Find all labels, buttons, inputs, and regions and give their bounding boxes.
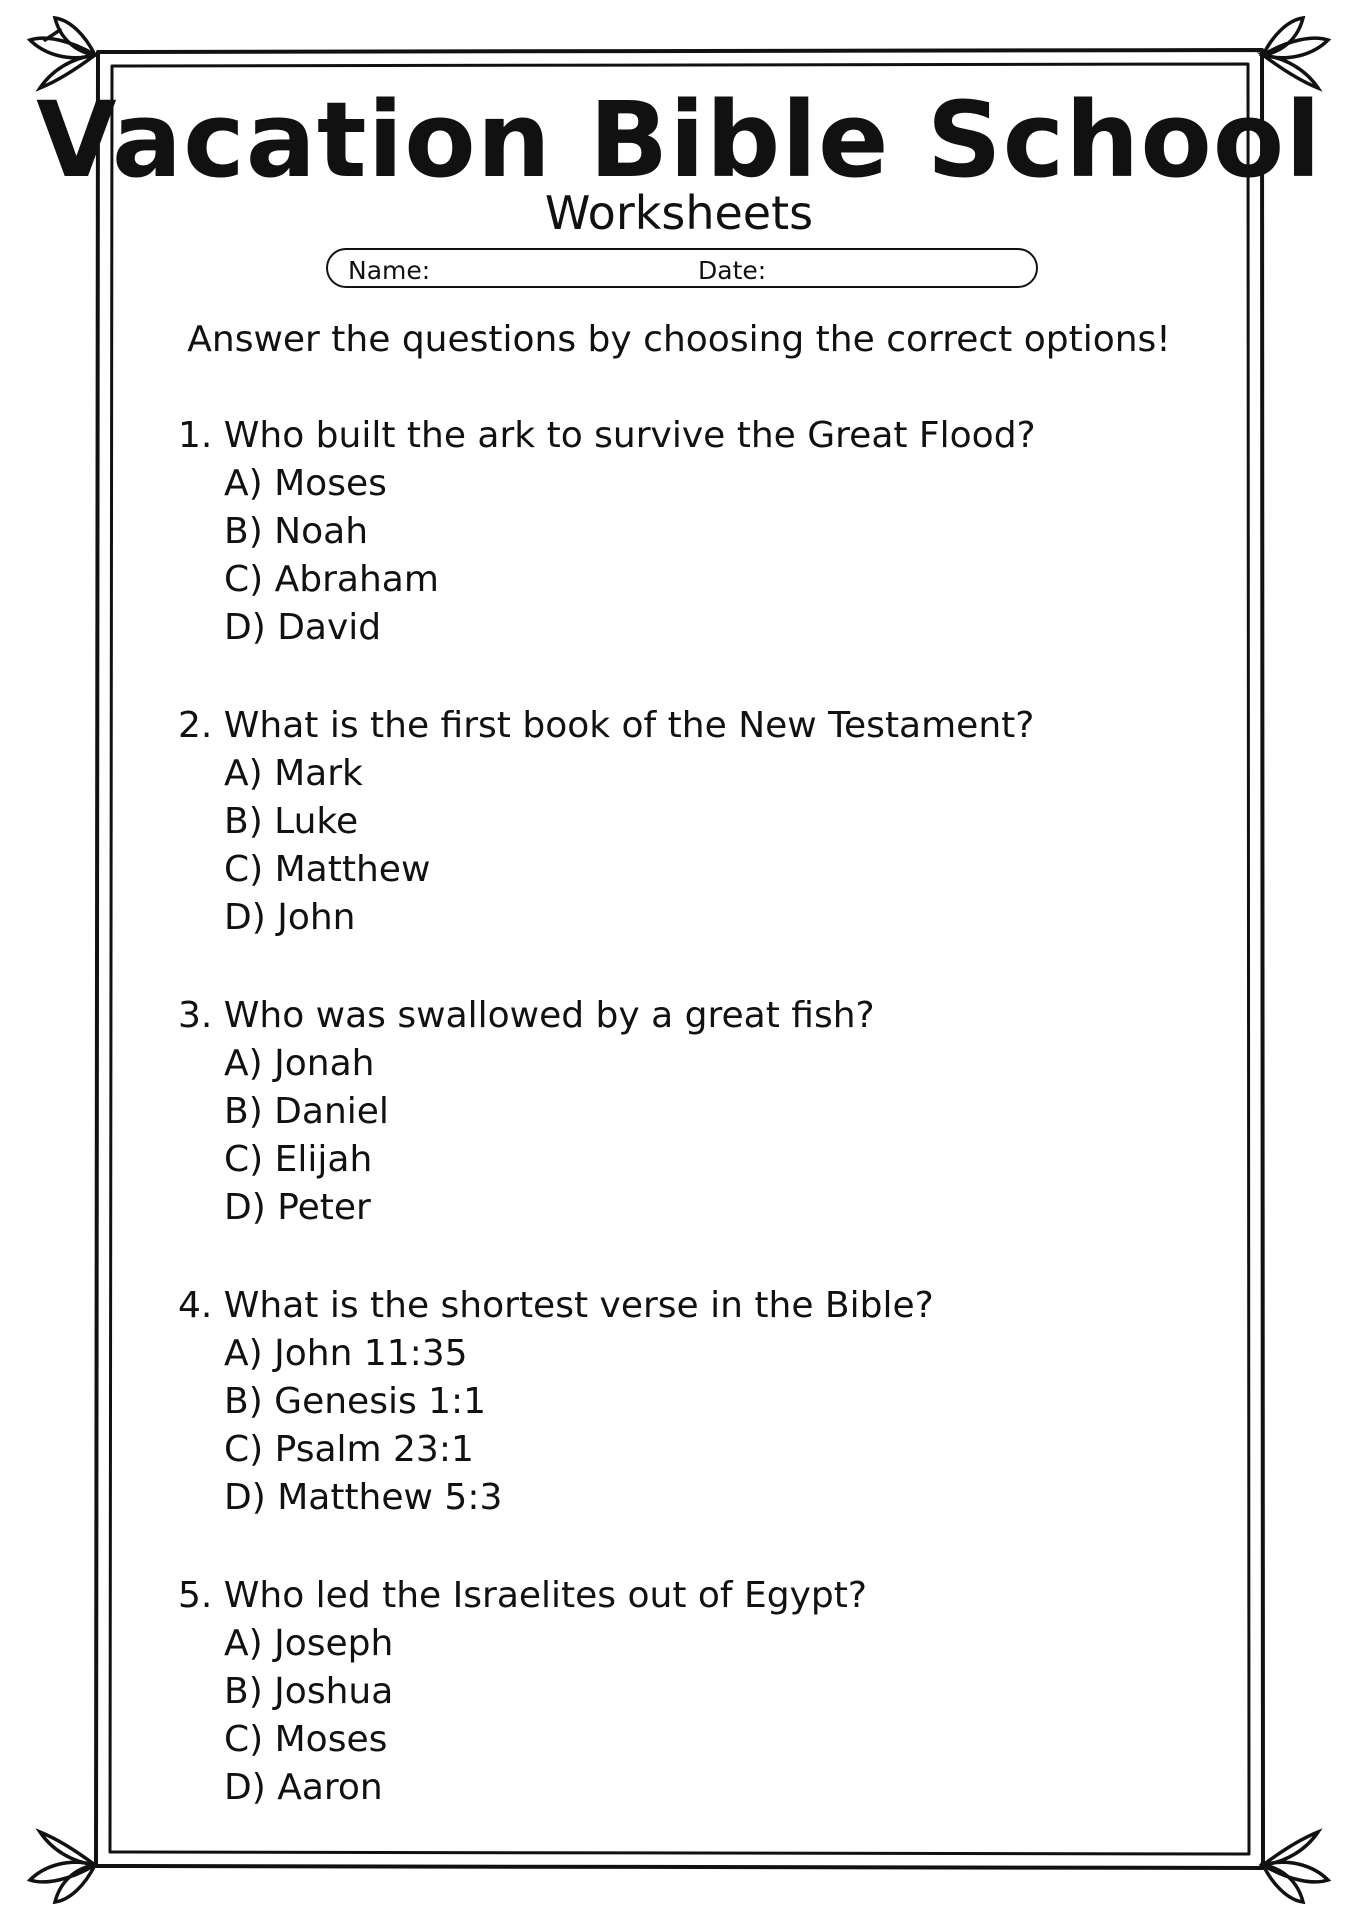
option-c[interactable]: C) Matthew <box>224 849 431 890</box>
date-label: Date: <box>698 256 767 285</box>
option-a[interactable]: A) Mark <box>224 753 363 794</box>
page-title: Vacation Bible School <box>36 79 1322 201</box>
corner-leaf-icon-bottom-right <box>1263 1832 1328 1902</box>
option-d[interactable]: D) Aaron <box>224 1767 383 1808</box>
name-label: Name: <box>348 256 431 285</box>
question-5 <box>178 1572 1178 1862</box>
option-list <box>178 460 1178 652</box>
option-list <box>178 1040 1178 1232</box>
option-c[interactable]: C) Psalm 23:1 <box>224 1429 474 1470</box>
option-d[interactable]: D) David <box>224 607 382 648</box>
option-b[interactable]: B) Luke <box>224 801 359 842</box>
option-a[interactable]: A) Joseph <box>224 1623 394 1664</box>
question-text: 3. Who was swallowed by a great fish? <box>178 995 875 1036</box>
option-a[interactable]: A) Moses <box>224 463 387 504</box>
option-c[interactable]: C) Elijah <box>224 1139 373 1180</box>
question-4 <box>178 1282 1178 1572</box>
question-text: 2. What is the first book of the New Testament? <box>178 705 1035 746</box>
question-1 <box>178 412 1178 702</box>
option-a[interactable]: A) Jonah <box>224 1043 375 1084</box>
question-text: 5. Who led the Israelites out of Egypt? <box>178 1575 868 1616</box>
option-b[interactable]: B) Genesis 1:1 <box>224 1381 487 1422</box>
option-b[interactable]: B) Daniel <box>224 1091 389 1132</box>
option-b[interactable]: B) Noah <box>224 511 369 552</box>
corner-leaf-icon-top-right <box>1263 18 1328 88</box>
option-a[interactable]: A) John 11:35 <box>224 1333 468 1374</box>
option-c[interactable]: C) Moses <box>224 1719 388 1760</box>
option-c[interactable]: C) Abraham <box>224 559 439 600</box>
option-list <box>178 750 1178 942</box>
option-d[interactable]: D) Peter <box>224 1187 371 1228</box>
question-text: 4. What is the shortest verse in the Bible? <box>178 1285 934 1326</box>
question-3 <box>178 992 1178 1282</box>
corner-leaf-icon-bottom-left <box>30 1832 95 1902</box>
option-d[interactable]: D) Matthew 5:3 <box>224 1477 503 1518</box>
question-list <box>178 412 1178 1862</box>
option-list <box>178 1620 1178 1812</box>
page-subtitle: Worksheets <box>544 186 814 240</box>
question-2 <box>178 702 1178 992</box>
question-text: 1. Who built the ark to survive the Great Flood? <box>178 415 1036 456</box>
instructions: Answer the questions by choosing the correct options! <box>187 319 1171 360</box>
option-list <box>178 1330 1178 1522</box>
option-d[interactable]: D) John <box>224 897 356 938</box>
option-b[interactable]: B) Joshua <box>224 1671 394 1712</box>
corner-leaf-icon-top-left <box>30 18 95 88</box>
name-date-box[interactable] <box>326 248 1038 288</box>
